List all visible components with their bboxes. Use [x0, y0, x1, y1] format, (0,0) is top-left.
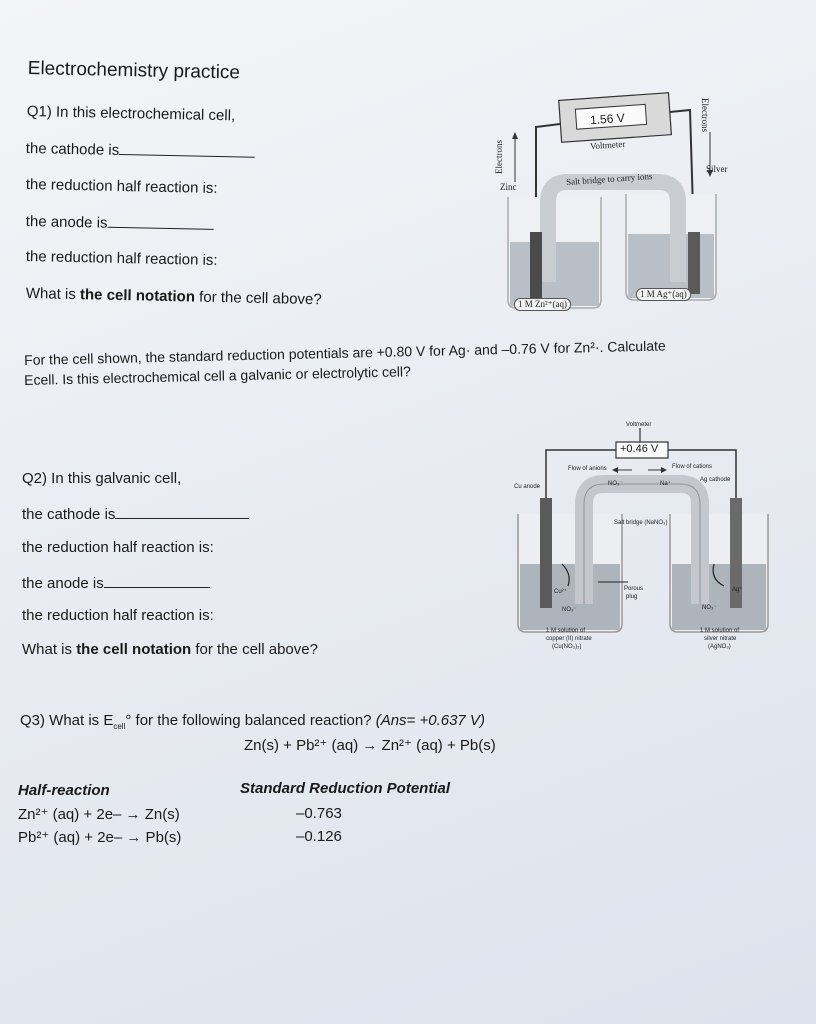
q1-cathode-label: the cathode is — [25, 139, 120, 159]
q2-left-sol-3: (Cu(NO₃)₂) — [552, 644, 582, 650]
q2-na-bridge: Na⁺ — [660, 481, 671, 487]
q2-intro: Q2) In this galvanic cell, — [22, 470, 182, 487]
q2-ag-ion-label: Ag⁺ — [732, 587, 743, 593]
q3-question-post: ° for the following balanced reaction? — [125, 712, 372, 729]
q2-notation-post: for the cell above? — [191, 641, 318, 658]
q2-anode-label: the anode is — [22, 575, 104, 592]
q2-left-sol-2: copper (II) nitrate — [546, 636, 592, 642]
q3-question — [20, 712, 485, 731]
q2-left-sol-1: 1 M solution of — [546, 628, 586, 634]
zinc-electrode — [530, 232, 542, 302]
question-paragraph-line-2: Ecell. Is this electrochemical cell a galvanic or electrolytic cell? — [24, 363, 411, 388]
q3-reaction: Zn(s) + Pb²⁺ (aq) → Zn²⁺ (aq) + Pb(s) — [244, 737, 496, 754]
page-title: Electrochemistry practice — [27, 58, 241, 84]
q2-no3-bridge: NO₃⁻ — [608, 481, 623, 487]
q2-salt-bridge-label: Salt bridge (NaNO₃) — [614, 520, 668, 526]
q2-cathode-line — [22, 504, 249, 523]
q2-reduction-2: the reduction half reaction is: — [22, 607, 214, 624]
q2-notation — [22, 641, 318, 658]
cation-arrowhead — [661, 467, 667, 473]
q3-row-2-potential: –0.126 — [296, 828, 342, 845]
q2-voltmeter-label: Voltmeter — [626, 422, 652, 428]
q2-porous-label-1: Porous — [624, 586, 644, 592]
q2-porous-label-2: plug — [626, 594, 638, 600]
q3-row-2-half: Pb²⁺ (aq) + 2e– → Pb(s) — [18, 829, 182, 846]
q3-row-1-potential: –0.763 — [296, 805, 342, 822]
q2-cathode-blank[interactable] — [115, 504, 249, 519]
q1-anode-label: the anode is — [25, 212, 108, 232]
q1-zinc-label: Zinc — [500, 182, 517, 192]
q1-notation-pre: What is — [25, 285, 81, 304]
q1-reduction-1: the reduction half reaction is: — [25, 176, 218, 198]
q2-anode-blank[interactable] — [104, 573, 210, 588]
q2-no3-right-label: NO₃⁻ — [702, 605, 717, 611]
q1-voltage-readout: 1.56 V — [589, 110, 626, 128]
q1-silver-label: Silver — [706, 164, 728, 174]
q2-right-solution — [672, 564, 766, 630]
q2-no3-left-label: NO₃⁻ — [562, 607, 577, 613]
q1-electrons-right: Electrons — [700, 98, 710, 132]
q1-notation — [26, 285, 322, 308]
q1-right-solution-label: 1 M Ag⁺(aq) — [636, 288, 691, 301]
q2-notation-pre: What is — [22, 641, 77, 658]
q2-anode-line — [22, 573, 210, 592]
q3-col-half-header: Half-reaction — [18, 782, 110, 799]
q2-right-sol-2: silver nitrate — [704, 636, 737, 642]
electron-arrowhead-left — [512, 132, 518, 139]
q3-question-sub: cell — [113, 722, 126, 731]
q1-cell-diagram — [494, 82, 738, 322]
q2-flow-cations: Flow of cations — [672, 464, 713, 470]
q1-salt-bridge-label: Salt bridge to carry ions — [565, 170, 653, 188]
q3-col-potential-header: Standard Reduction Potential — [240, 780, 451, 797]
q2-flow-anions: Flow of anions — [568, 466, 607, 472]
q2-cu-anode-label: Cu anode — [514, 484, 541, 490]
q1-voltmeter-label: Voltmeter — [589, 138, 626, 152]
q1-anode-line — [26, 211, 214, 234]
q1-intro: Q1) In this electrochemical cell, — [26, 103, 236, 125]
q2-cell-diagram — [510, 414, 780, 664]
question-paragraph-line-1: For the cell shown, the standard reduction potentials are +0.80 V for Ag· and –0.76 V for Zn²·. Calculate — [24, 337, 666, 368]
q2-voltage-readout: +0.46 V — [620, 443, 659, 455]
q1-notation-bold: the cell notation — [79, 286, 196, 306]
q1-reduction-2: the reduction half reaction is: — [25, 248, 218, 270]
q2-notation-bold: the cell notation — [76, 641, 192, 658]
q3-answer: (Ans= +0.637 V) — [375, 712, 485, 729]
q2-right-sol-3: (AgNO₃) — [708, 644, 731, 650]
q2-cu2-label: Cu²⁺ — [554, 589, 567, 595]
q1-anode-blank[interactable] — [107, 213, 213, 230]
silver-electrode — [688, 232, 700, 294]
cu-electrode — [540, 498, 552, 608]
q2-cathode-label: the cathode is — [22, 506, 116, 523]
q3-question-text: Q3) What is E — [20, 712, 114, 729]
q1-notation-post: for the cell above? — [194, 288, 322, 309]
q2-ag-cathode-label: Ag cathode — [700, 477, 731, 483]
q2-right-sol-1: 1 M solution of — [700, 628, 740, 634]
q2-reduction-1: the reduction half reaction is: — [22, 539, 214, 556]
q3-row-1-half: Zn²⁺ (aq) + 2e– → Zn(s) — [18, 806, 180, 823]
q2-left-solution — [520, 564, 620, 630]
anion-arrowhead — [612, 467, 618, 473]
q1-electrons-left: Electrons — [494, 140, 504, 174]
q1-cathode-line — [26, 138, 256, 162]
q1-cathode-blank[interactable] — [119, 140, 255, 158]
q1-left-solution-label: 1 M Zn²⁺(aq) — [514, 298, 571, 311]
